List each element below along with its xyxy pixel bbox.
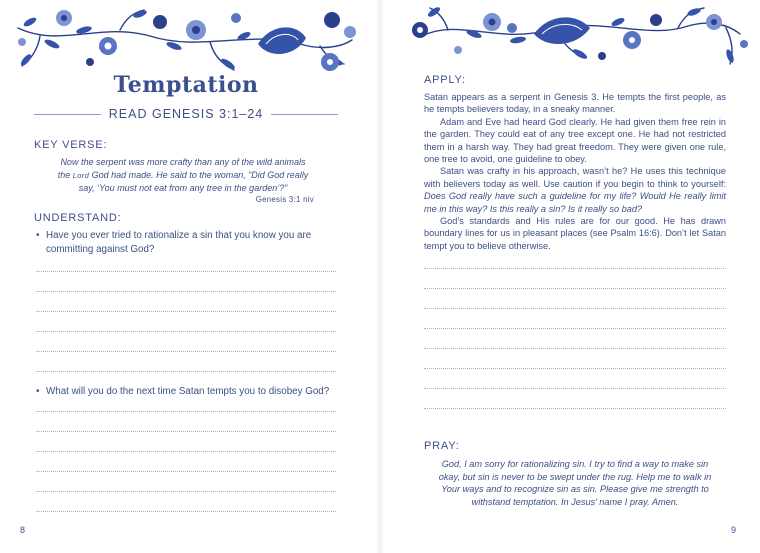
- question-1-text: Have you ever tried to rationalize a sin that you know you are committing against God?: [46, 230, 312, 255]
- writing-line[interactable]: [36, 431, 336, 432]
- writing-line[interactable]: [36, 331, 336, 332]
- page-title: Temptation: [113, 72, 259, 98]
- reading-reference: READ GENESIS 3:1–24: [108, 107, 264, 121]
- question-2-text: What will you do the next time Satan tempts you to disobey God?: [46, 386, 330, 397]
- writing-line[interactable]: [424, 348, 726, 349]
- apply-paragraph-4: God’s standards and His rules are for our good. He has drawn boundary lines for us in pleasant places (see Psalm 16:6). Don’t let Satan tempt you to believe otherwise.: [424, 216, 726, 251]
- writing-line[interactable]: [424, 408, 726, 409]
- writing-line[interactable]: [36, 351, 336, 352]
- writing-line[interactable]: [36, 291, 336, 292]
- apply-heading: APPLY:: [424, 74, 466, 86]
- understand-heading: UNDERSTAND:: [34, 212, 122, 224]
- prayer-text: God, I am sorry for rationalizing sin. I try to find a way to make sin okay, but sin is never to be swept under the rug. Help me to walk in Your ways and to recognize sin as sin. Please give me strength to withstand temptation. In Jesus’ name I pray. Amen.: [438, 459, 712, 507]
- bullet-dot: •: [36, 386, 40, 397]
- floral-border-left: [0, 0, 372, 80]
- writing-line[interactable]: [36, 471, 336, 472]
- writing-line[interactable]: [36, 411, 336, 412]
- reading-banner: [34, 105, 338, 123]
- left-page: [0, 0, 372, 553]
- rule-left: [34, 114, 101, 115]
- verse-line-3: say, ‘You must not eat from any tree in the garden’?”: [78, 183, 288, 193]
- writing-line[interactable]: [424, 308, 726, 309]
- bullet-dot: •: [36, 230, 40, 241]
- verse-line-2-pre: the: [57, 170, 73, 180]
- apply-paragraph-3-italic: Does God really have such a guideline for my life? Would He really limit me in this way? Is this really a sin? Is it really so bad?: [424, 191, 726, 214]
- writing-line[interactable]: [36, 271, 336, 272]
- writing-line[interactable]: [424, 368, 726, 369]
- apply-paragraph-3-plain: Satan was crafty in his approach, wasn’t he? He uses this technique with believers today as well. Use caution if you begin to think to yourself:: [424, 166, 726, 189]
- question-2: [36, 385, 340, 399]
- apply-paragraph-2: Adam and Eve had heard God clearly. He had given them free rein in the garden. They could eat of any tree except one. He had not restricted them in a harsh way. They had great freedom. They were given one rule, one tree to avoid, one guideline to obey.: [424, 116, 726, 165]
- apply-paragraph-1: Satan appears as a serpent in Genesis 3. He tempts the first people, as he tempts believers today, in a sneaky manner.: [424, 92, 726, 115]
- floral-border-right: [388, 0, 760, 80]
- key-verse-text: [52, 156, 314, 195]
- writing-line[interactable]: [424, 328, 726, 329]
- rule-right: [271, 114, 338, 115]
- writing-line[interactable]: [36, 451, 336, 452]
- writing-line[interactable]: [424, 388, 726, 389]
- page-number-left: 8: [20, 525, 26, 535]
- writing-line[interactable]: [36, 491, 336, 492]
- verse-line-2: [52, 169, 314, 182]
- verse-line-2-post: God had made. He said to the woman, “Did God really: [89, 170, 309, 180]
- pray-heading: PRAY:: [424, 440, 460, 452]
- verse-line-1: Now the serpent was more crafty than any of the wild animals: [60, 157, 306, 167]
- question-1: [36, 229, 340, 257]
- apply-text: [424, 91, 726, 252]
- page-number-right: 9: [731, 525, 737, 535]
- writing-line[interactable]: [424, 288, 726, 289]
- writing-line[interactable]: [424, 268, 726, 269]
- writing-line[interactable]: [36, 311, 336, 312]
- writing-line[interactable]: [36, 371, 336, 372]
- verse-reference: Genesis 3:1 niv: [255, 195, 314, 204]
- book-gutter: [376, 0, 384, 553]
- key-verse-heading: KEY VERSE:: [34, 139, 108, 151]
- verse-lord: Lord: [72, 171, 90, 180]
- apply-paragraph-3: [424, 165, 726, 215]
- writing-line[interactable]: [36, 511, 336, 512]
